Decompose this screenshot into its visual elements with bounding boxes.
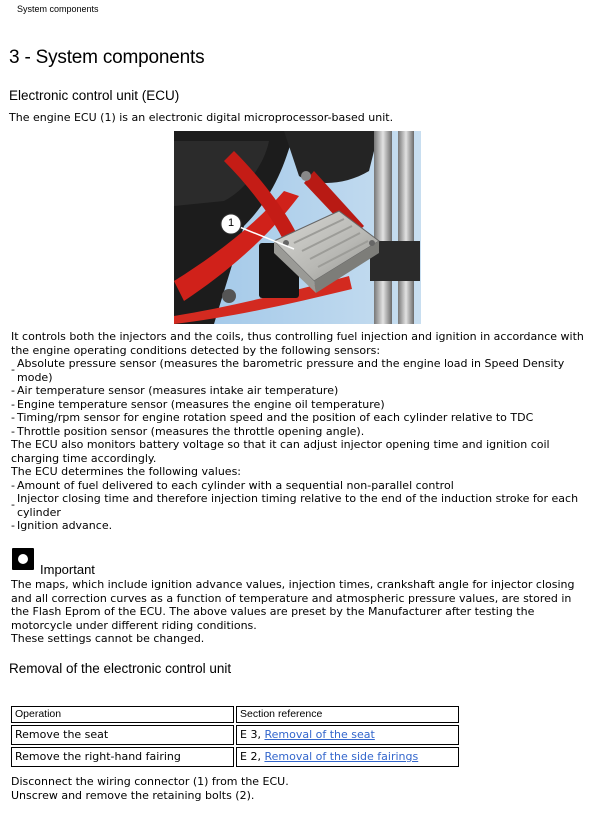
intro-paragraph: The engine ECU (1) is an electronic digital microprocessor-based unit. [9,111,394,124]
section-heading-removal: Removal of the electronic control unit [9,661,232,676]
list-item: - Timing/rpm sensor for engine rotation speed and the position of each cylinder relative to TDC [11,411,534,424]
list-item: - Amount of fuel delivered to each cylinder with a sequential non-parallel control [11,478,454,492]
operation-cell: Remove the seat [11,725,234,745]
battery-paragraph: The ECU also monitors battery voltage so that it can adjust injector opening time and ignition coil charging time accordingly. [11,438,550,465]
reference-cell: E 2, Removal of the side fairings [236,747,459,767]
list-item: - Ignition advance. [11,519,113,532]
side-fairings-removal-link[interactable]: Removal of the side fairings [264,750,419,763]
step-disconnect: Disconnect the wiring connector (1) from the ECU. [11,775,289,788]
running-header: System components [17,4,99,14]
important-label: Important [40,562,95,577]
step-unscrew: Unscrew and remove the retaining bolts (2). [11,788,255,802]
removal-steps [11,775,289,802]
operation-cell: Remove the right-hand fairing [11,747,234,767]
callout-number: 1 [227,217,235,229]
settings-note: These settings cannot be changed. [11,632,205,645]
seat-removal-link[interactable]: Removal of the seat [264,728,375,741]
section-heading-ecu: Electronic control unit (ECU) [9,88,180,103]
list-item: - Absolute pressure sensor (measures the barometric pressure and the engine load in Speed Density mode) [11,357,565,384]
determines-paragraph: The ECU determines the following values: [11,465,242,478]
list-item: - Engine temperature sensor (measures the engine oil temperature) [11,397,385,411]
list-item: - Injector closing time and therefore injection timing relative to the end of the induction stroke for each cylinder [11,492,579,519]
maps-paragraph: The maps, which include ignition advance values, injection times, crankshaft angle for injector closing and all correction curves as a function of temperature and atmospheric pressure values, are stored in the Flash Eprom of the ECU. The above values are preset by the Manufacturer after testing the motorcycle under different riding conditions. [11,578,575,632]
important-icon [12,548,34,570]
list-item: - Throttle position sensor (measures the throttle opening angle). [11,424,365,438]
important-text [11,578,586,646]
page-title: 3 - System components [9,47,205,68]
list-item: - Air temperature sensor (measures intake air temperature) [11,384,339,397]
controls-paragraph: It controls both the injectors and the coils, thus controlling fuel injection and ignition in accordance with the engine operating conditions detected by the following sensors: [11,330,584,357]
column-header-section-reference: Section reference [236,706,459,723]
ecu-description [11,330,586,533]
column-header-operation: Operation [11,706,234,723]
ecu-photo [174,131,421,324]
reference-cell: E 3, Removal of the seat [236,725,459,745]
